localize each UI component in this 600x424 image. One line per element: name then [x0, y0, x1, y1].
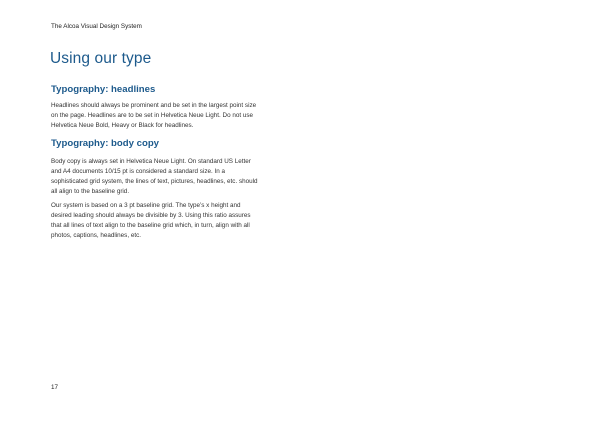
text-line: on the page. Headlines are to be set in Helvetica Neue Light. Do not use — [51, 112, 253, 119]
text-line: and A4 documents 10/15 pt is considered a standard size. In a — [51, 168, 225, 175]
page-number: 17 — [51, 384, 59, 391]
text-line: all align to the baseline grid. — [51, 188, 130, 195]
text-line: that all lines of text align to the baseline grid which, in turn, align with all — [51, 222, 250, 229]
text-line: photos, captions, headlines, etc. — [51, 232, 141, 239]
page-title: Using our type — [50, 50, 152, 67]
text-line: sophisticated grid system, the lines of text, pictures, headlines, etc. should — [51, 178, 258, 185]
text-line: Headlines should always be prominent and be set in the largest point size — [51, 102, 257, 109]
section-heading-headlines: Typography: headlines — [51, 84, 156, 95]
text-line: desired leading should always be divisible by 3. Using this ratio assures — [51, 212, 251, 219]
running-header: The Alcoa Visual Design System — [51, 23, 142, 30]
text-line: Body copy is always set in Helvetica Neue Light. On standard US Letter — [51, 158, 251, 165]
paragraph-baseline-grid — [51, 201, 291, 241]
text-line: Our system is based on a 3 pt baseline grid. The type’s x height and — [51, 202, 241, 209]
paragraph-headlines — [51, 101, 291, 131]
paragraph-body-copy — [51, 157, 291, 197]
section-heading-body-copy: Typography: body copy — [51, 138, 160, 149]
text-line: Helvetica Neue Bold, Heavy or Black for headlines. — [51, 122, 194, 129]
